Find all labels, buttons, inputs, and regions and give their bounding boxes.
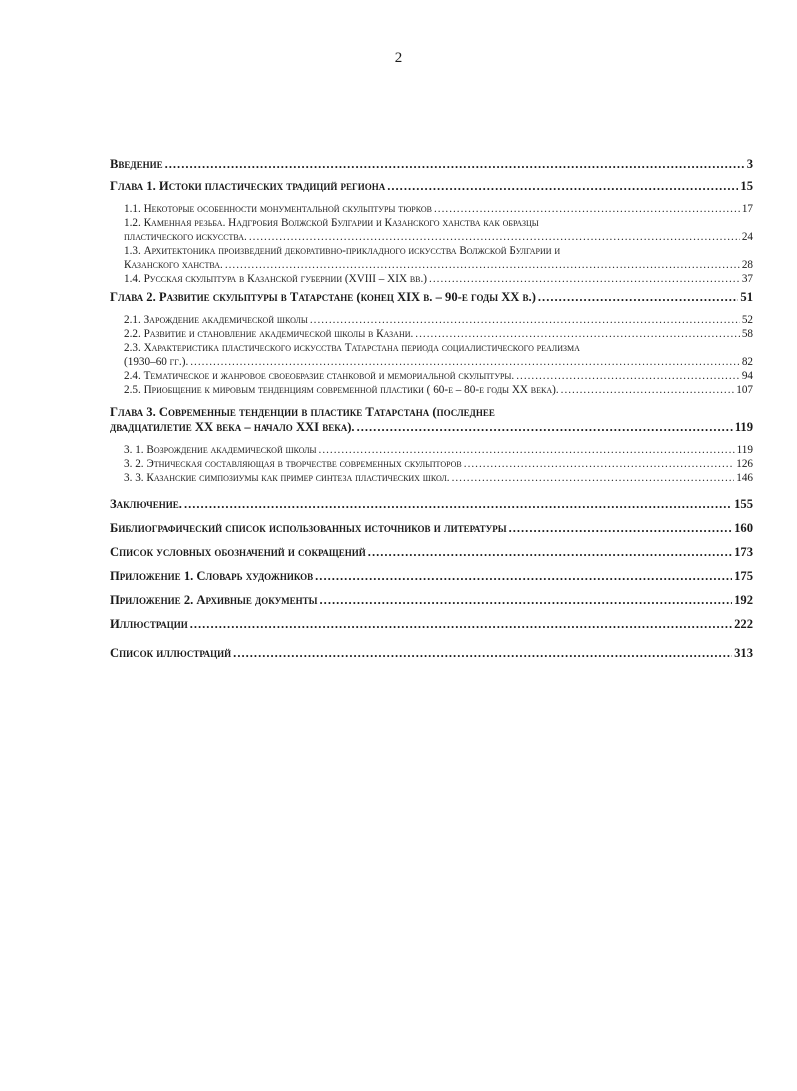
leader-dots (387, 179, 738, 194)
toc-entry-page: 15 (740, 179, 753, 193)
leader-dots (415, 327, 740, 341)
toc-entry-title-line1: 2.3. Характеристика пластического искусства Татарстана периода социалистического реализма (124, 342, 580, 354)
leader-dots (190, 355, 740, 369)
toc-entry-conclusion (110, 497, 753, 512)
leader-dots (516, 369, 740, 383)
leader-dots (190, 617, 732, 632)
toc-entry-title-line1: Глава 3. Современные тенденции в пластике Татарстана (последнее (110, 405, 495, 419)
leader-dots (320, 593, 733, 608)
toc-entry-2-5 (110, 383, 753, 397)
toc-entry-1-1 (110, 202, 753, 216)
toc-entry-page: 24 (741, 231, 753, 243)
toc-entry-title: 1.1. Некоторые особенности монументальной скульптуры тюрков (124, 203, 432, 215)
leader-dots (464, 457, 734, 471)
toc-entry-title: Заключение. (110, 497, 182, 511)
leader-dots (538, 290, 739, 305)
leader-dots (184, 497, 732, 512)
leader-dots (434, 202, 740, 216)
toc-entry-title-line1: 1.3. Архитектоника произведений декоративно-прикладного искусства Волжской Булгарии и (124, 245, 561, 257)
toc-entry-title-line2: пластического искусства. (124, 231, 247, 243)
table-of-contents (110, 157, 753, 661)
toc-entry-title: Приложение 2. Архивные документы (110, 593, 318, 607)
toc-entry-page: 119 (736, 444, 753, 456)
toc-entry-title: 3. 1. Возрождение академической школы (124, 444, 317, 456)
toc-entry-title: 2.1. Зарождение академической школы (124, 314, 308, 326)
leader-dots (165, 157, 745, 172)
toc-entry-3-2 (110, 457, 753, 471)
page-number: 2 (394, 50, 403, 66)
toc-entry-title: Глава 1. Истоки пластических традиций региона (110, 179, 386, 193)
leader-dots (319, 443, 735, 457)
toc-entry-2-1 (110, 313, 753, 327)
toc-entry-title: Список условных обозначений и сокращений (110, 545, 366, 559)
toc-entry-page: 313 (734, 646, 753, 660)
toc-entry-title: 2.5. Приобщение к мировым тенденциям современной пластики ( 60-е – 80-е годы XX века). (124, 384, 559, 396)
toc-entry-2-4 (110, 369, 753, 383)
toc-entry-page: 107 (736, 384, 753, 396)
toc-entry-title: Библиографический список использованных источников и литературы (110, 521, 507, 535)
toc-entry-2-2 (110, 327, 753, 341)
leader-dots (249, 230, 740, 244)
toc-entry-page: 37 (741, 273, 753, 285)
toc-entry-1-4 (110, 272, 753, 286)
leader-dots (315, 569, 732, 584)
toc-entry-intro (110, 157, 753, 172)
toc-entry-page: 155 (734, 497, 753, 511)
toc-entry-appendix-2 (110, 593, 753, 608)
toc-entry-title: 2.4. Тематическое и жанровое своеобразие станковой и мемориальной скульптуры. (124, 370, 515, 382)
toc-entry-page: 175 (734, 569, 753, 583)
toc-entry-page: 146 (736, 472, 753, 484)
toc-entry-page: 173 (734, 545, 753, 559)
toc-entry-chapter-3 (110, 405, 753, 435)
toc-entry-title: Введение (110, 157, 163, 171)
toc-entry-page: 82 (741, 356, 753, 368)
leader-dots (357, 420, 733, 435)
toc-entry-title-line2: Казанского ханства. (124, 259, 223, 271)
toc-entry-title: 1.4. Русская скульптура в Казанской губернии (XVIII – XIX вв.) (124, 273, 428, 285)
toc-entry-title-line2: двадцатилетие XX века – начало XXI века). (110, 420, 355, 434)
toc-entry-page: 58 (741, 328, 753, 340)
toc-entry-page: 3 (746, 157, 753, 171)
toc-entry-3-1 (110, 443, 753, 457)
toc-entry-abbreviations (110, 545, 753, 560)
leader-dots (225, 258, 740, 272)
toc-entry-page: 119 (734, 420, 753, 434)
toc-entry-bibliography (110, 521, 753, 536)
leader-dots (368, 545, 732, 560)
toc-entry-page: 160 (734, 521, 753, 535)
toc-entry-chapter-2 (110, 290, 753, 305)
toc-entry-title: Иллюстрации (110, 617, 188, 631)
toc-entry-page: 28 (741, 259, 753, 271)
toc-entry-chapter-1 (110, 179, 753, 194)
toc-entry-page: 94 (741, 370, 753, 382)
leader-dots (561, 383, 735, 397)
toc-entry-3-3 (110, 471, 753, 485)
toc-entry-title-line1: 1.2. Каменная резьба. Надгробия Волжской Булгарии и Казанского ханства как образцы (124, 217, 539, 229)
toc-entry-title: 3. 3. Казанские симпозиумы как пример синтеза пластических школ. (124, 472, 450, 484)
leader-dots (233, 646, 732, 661)
toc-entry-appendix-1 (110, 569, 753, 584)
toc-entry-page: 52 (741, 314, 753, 326)
toc-entry-page: 192 (734, 593, 753, 607)
toc-entry-illustrations (110, 617, 753, 632)
leader-dots (452, 471, 735, 485)
toc-entry-title-line2: (1930–60 гг.). (124, 356, 189, 368)
toc-entry-page: 17 (741, 203, 753, 215)
leader-dots (310, 313, 740, 327)
toc-entry-title: Приложение 1. Словарь художников (110, 569, 314, 583)
toc-entry-title: 2.2. Развитие и становление академической школы в Казани. (124, 328, 414, 340)
leader-dots (509, 521, 733, 536)
toc-entry-2-3 (110, 341, 753, 369)
toc-entry-page: 51 (740, 290, 753, 304)
toc-entry-illustrations-list (110, 646, 753, 661)
toc-entry-page: 222 (734, 617, 753, 631)
leader-dots (429, 272, 740, 286)
toc-entry-1-2 (110, 216, 753, 244)
toc-entry-title: Список иллюстраций (110, 646, 232, 660)
toc-entry-title: 3. 2. Этническая составляющая в творчестве современных скульпторов (124, 458, 462, 470)
toc-entry-page: 126 (736, 458, 753, 470)
toc-entry-title: Глава 2. Развитие скульптуры в Татарстане (конец XIX в. – 90-е годы XX в.) (110, 290, 536, 304)
toc-entry-1-3 (110, 244, 753, 272)
